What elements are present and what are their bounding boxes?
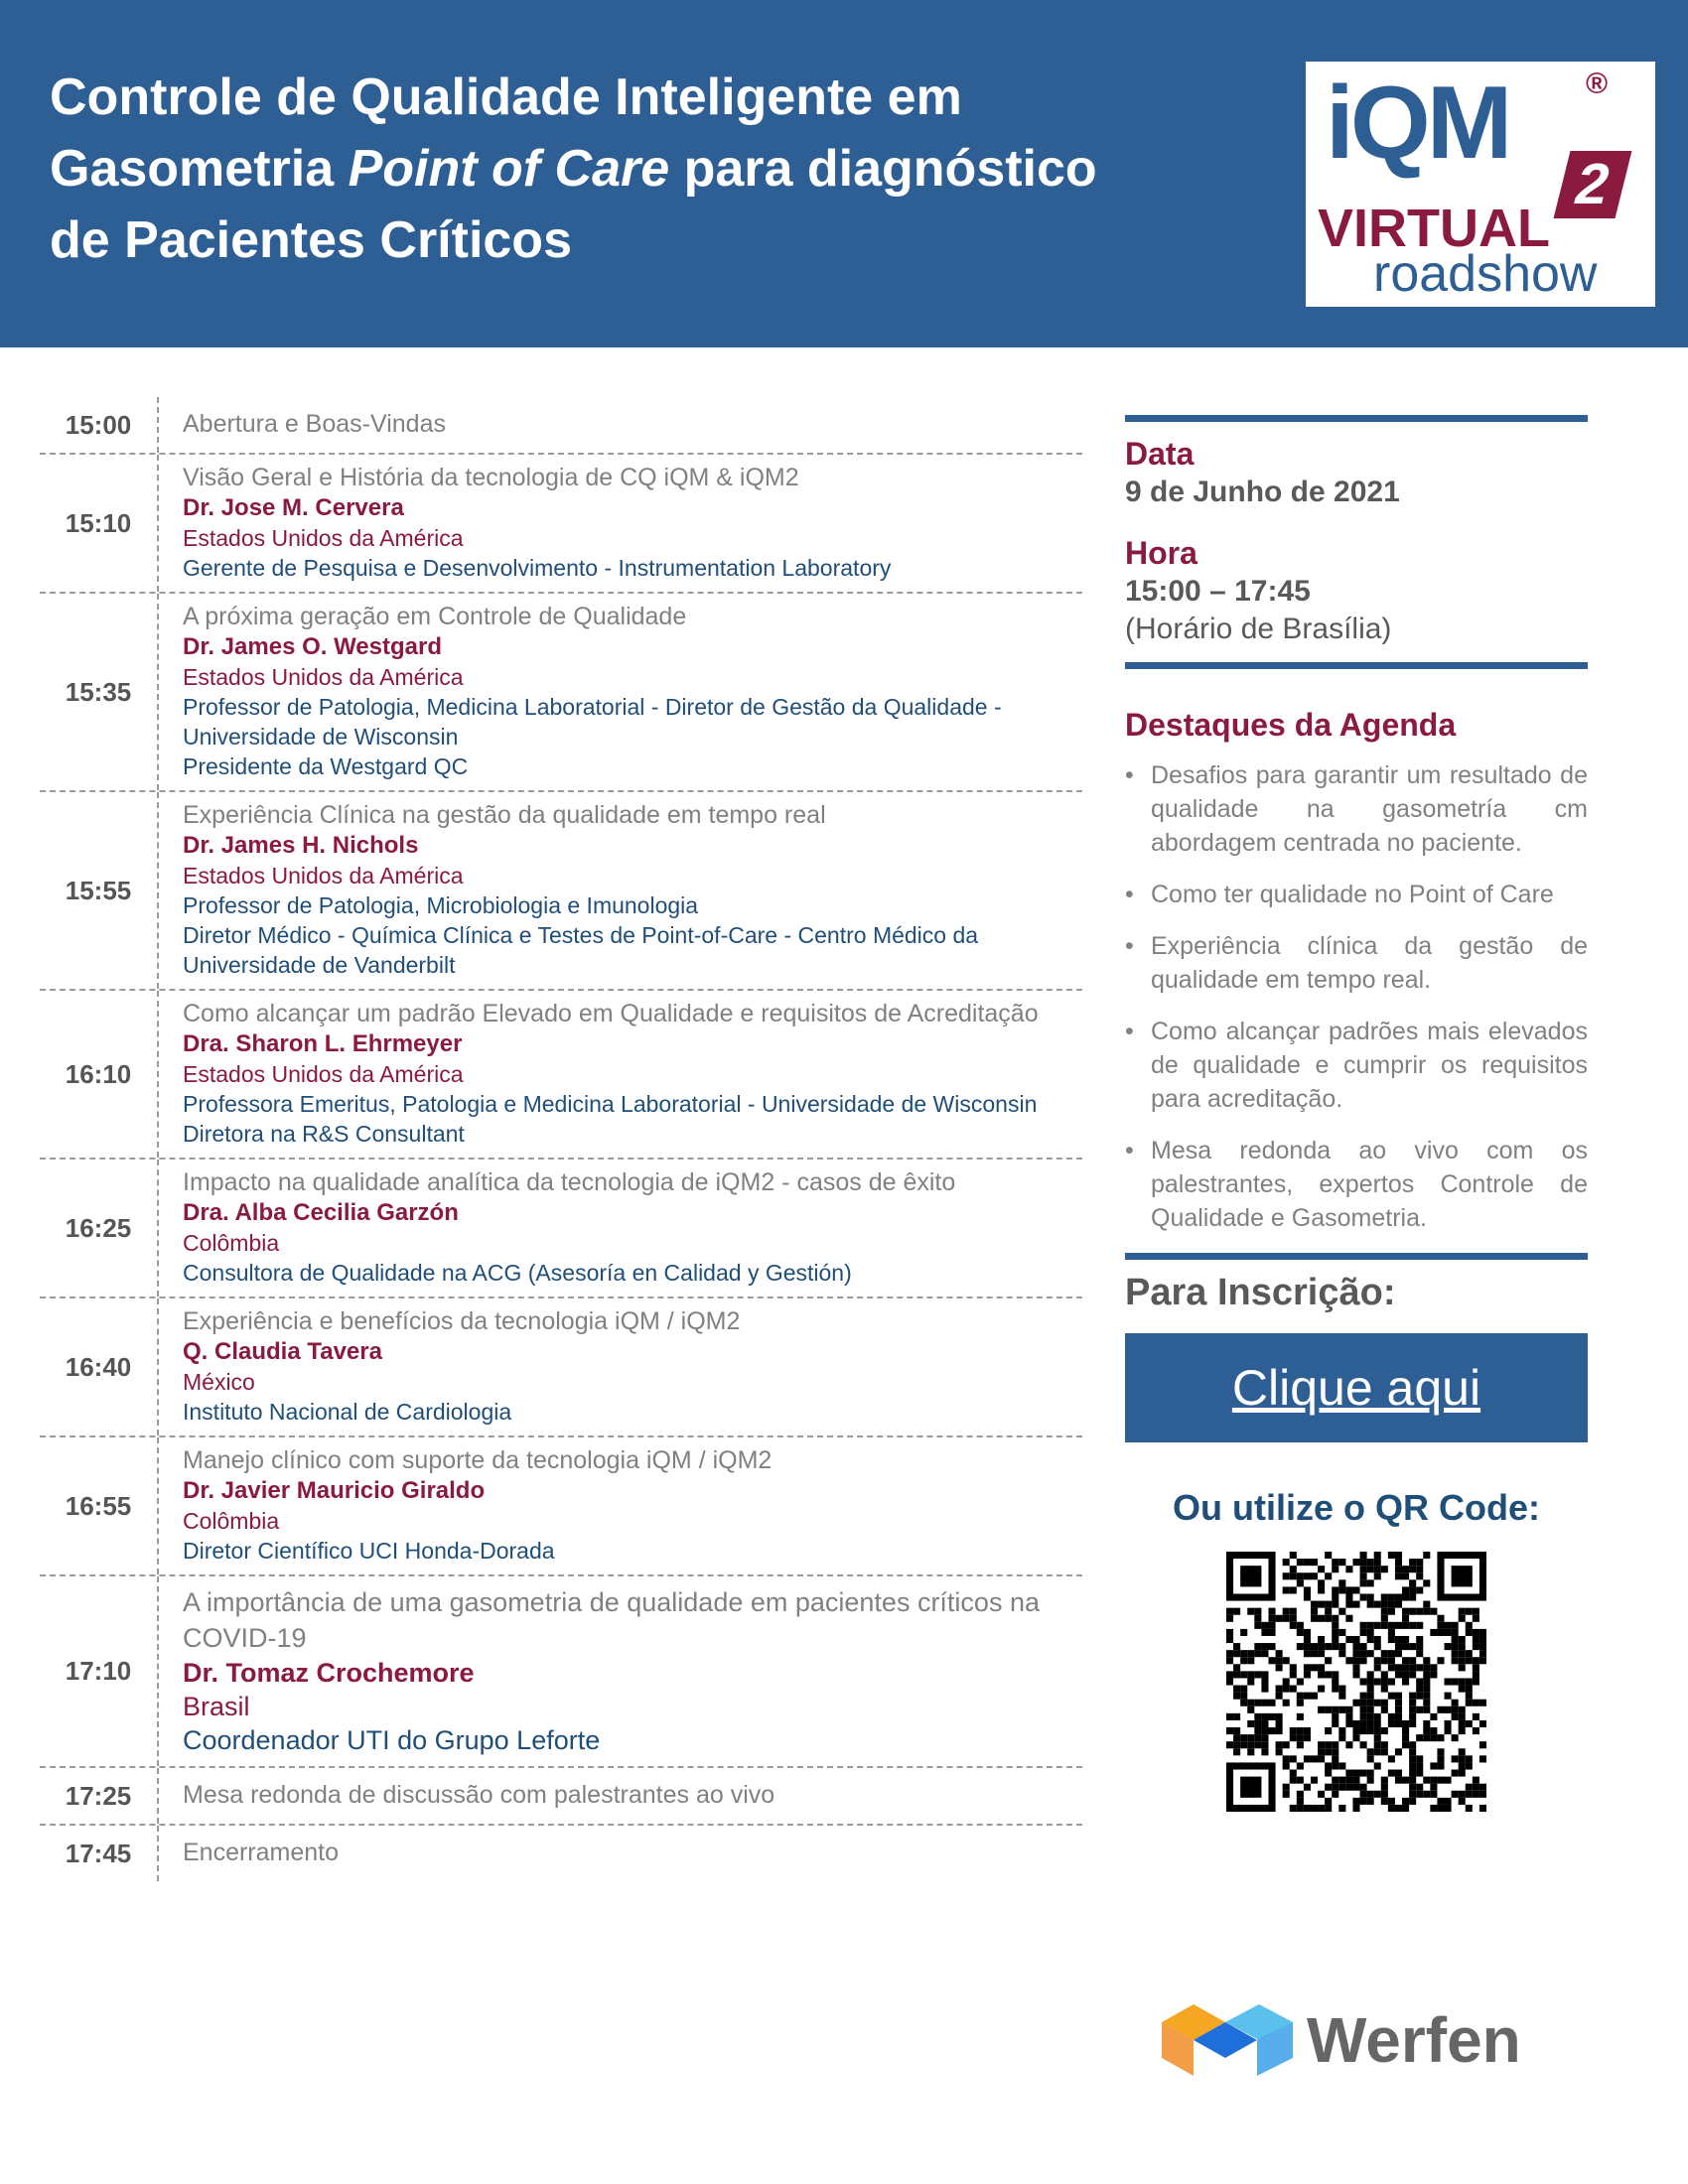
session-topic: A próxima geração em Controle de Qualidade (183, 603, 687, 630)
divider (1125, 415, 1588, 422)
agenda-row (40, 1768, 1082, 1826)
agenda-table (40, 397, 1082, 1881)
agenda-time: 17:25 (40, 1768, 159, 1824)
divider (1125, 1253, 1588, 1260)
session-topic: Experiência e benefícios da tecnologia iQM / iQM2 (183, 1307, 741, 1335)
time-value: 15:00 – 17:45 (1125, 575, 1311, 608)
agenda-time: 16:55 (40, 1437, 159, 1574)
date-label: Data (1125, 436, 1195, 472)
divider (1125, 662, 1588, 669)
highlight-item: • Como alcançar padrões mais elevados de qualidade e cumprir os requisitos para acreditação. (1125, 1015, 1588, 1116)
session-topic: Visão Geral e História da tecnologia de CQ iQM & iQM2 (183, 464, 799, 491)
session-topic: Experiência Clínica na gestão da qualidade em tempo real (183, 801, 826, 829)
highlight-item: • Como ter qualidade no Point of Care (1125, 878, 1588, 911)
registered-mark: ® (1586, 68, 1609, 100)
agenda-row (40, 455, 1082, 594)
title-line-1: Controle de Qualidade Inteligente em (50, 68, 962, 126)
agenda-session (183, 455, 1082, 592)
agenda-row (40, 594, 1082, 792)
qr-code-image[interactable] (1226, 1552, 1486, 1812)
agenda-session (183, 1826, 1082, 1881)
agenda-session (183, 1576, 1082, 1766)
registration-title: Para Inscrição: (1125, 1272, 1396, 1313)
werfen-logo (1160, 2000, 1547, 2080)
highlight-item: • Desafios para garantir um resultado de qualidade na gasometría cm abordagem centrada no paciente. (1125, 758, 1588, 860)
session-topic: Encerramento (183, 1839, 340, 1866)
speaker-name: Q. Claudia Tavera (183, 1338, 382, 1365)
highlights-list (1125, 758, 1588, 1235)
speaker-country: México (183, 1369, 255, 1395)
speaker-country: Colômbia (183, 1230, 280, 1256)
register-link-button[interactable]: Clique aqui (1125, 1333, 1588, 1442)
session-topic: Manejo clínico com suporte da tecnologia iQM / iQM2 (183, 1446, 773, 1474)
agenda-time: 15:55 (40, 792, 159, 989)
highlights-title: Destaques da Agenda (1125, 707, 1457, 743)
qr-code-title: Ou utilize o QR Code: (1173, 1487, 1540, 1528)
speaker-country: Colômbia (183, 1508, 280, 1534)
title-line-2-end: para diagnóstico (669, 140, 1097, 198)
session-topic: Como alcançar um padrão Elevado em Qualidade e requisitos de Acreditação (183, 1000, 1039, 1027)
agenda-row (40, 991, 1082, 1160)
qr-code-icon (1226, 1552, 1486, 1812)
speaker-role: Professor de Patologia, Medicina Laboratorial - Diretor de Gestão da Qualidade - Universidade de Wisconsin (183, 694, 1002, 750)
time-label: Hora (1125, 535, 1197, 571)
agenda-session (183, 1298, 1082, 1435)
speaker-role: Gerente de Pesquisa e Desenvolvimento - Instrumentation Laboratory (183, 555, 892, 581)
agenda-row (40, 1826, 1082, 1881)
agenda-row (40, 1576, 1082, 1768)
logo-roadshow-text: roadshow (1373, 245, 1598, 303)
speaker-country: Estados Unidos da América (183, 525, 464, 551)
date-time-block (1125, 422, 1588, 662)
event-info-sidebar (1125, 415, 1588, 1812)
agenda-time: 16:40 (40, 1298, 159, 1435)
agenda-time: 16:10 (40, 991, 159, 1158)
speaker-role: Instituto Nacional de Cardiologia (183, 1399, 512, 1425)
logo-iqm-text: iQM (1326, 66, 1509, 181)
agenda-session (183, 594, 1082, 790)
speaker-name: Dr. James O. Westgard (183, 633, 442, 660)
speaker-name: Dr. Javier Mauricio Giraldo (183, 1477, 486, 1504)
agenda-time: 15:10 (40, 455, 159, 592)
title-line-3: de Pacientes Críticos (50, 211, 572, 269)
speaker-country: Brasil (183, 1692, 250, 1721)
title-italic: Point of Care (348, 140, 670, 198)
header-banner (0, 0, 1688, 347)
speaker-name: Dra. Sharon L. Ehrmeyer (183, 1030, 463, 1057)
logo-virtual-text: VIRTUAL (1318, 199, 1550, 258)
speaker-role: Professor de Patologia, Microbiologia e Imunologia (183, 892, 699, 918)
agenda-session (183, 1160, 1082, 1297)
agenda-row (40, 1160, 1082, 1298)
iqm2-logo (1306, 62, 1655, 307)
speaker-name: Dr. James H. Nichols (183, 832, 419, 859)
agenda-session (183, 1768, 1082, 1824)
agenda-session (183, 792, 1082, 989)
speaker-name: Dra. Alba Cecilia Garzón (183, 1199, 459, 1226)
agenda-time: 15:00 (40, 397, 159, 453)
werfen-logo-icon (1160, 2000, 1295, 2080)
speaker-name: Dr. Tomaz Crochemore (183, 1658, 475, 1688)
agenda-time: 16:25 (40, 1160, 159, 1297)
session-topic: Abertura e Boas-Vindas (183, 410, 446, 438)
page-title (50, 62, 1221, 276)
speaker-country: Estados Unidos da América (183, 863, 464, 888)
agenda-time: 17:10 (40, 1576, 159, 1766)
agenda-row (40, 1437, 1082, 1576)
agenda-row (40, 397, 1082, 455)
agenda-row (40, 792, 1082, 991)
agenda-session (183, 397, 1082, 453)
speaker-role: Presidente da Westgard QC (183, 753, 469, 779)
agenda-row (40, 1298, 1082, 1437)
date-value: 9 de Junho de 2021 (1125, 476, 1400, 508)
highlight-item: • Mesa redonda ao vivo com os palestrantes, expertos Controle de Qualidade e Gasometria. (1125, 1134, 1588, 1235)
session-topic: A importância de uma gasometria de qualidade em pacientes críticos na COVID-19 (183, 1587, 1040, 1653)
session-topic: Mesa redonda de discussão com palestrantes ao vivo (183, 1781, 775, 1809)
speaker-role: Diretor Médico - Química Clínica e Testes de Point-of-Care - Centro Médico da Universidade de Vanderbilt (183, 922, 979, 978)
speaker-name: Dr. Jose M. Cervera (183, 494, 404, 521)
speaker-country: Estados Unidos da América (183, 664, 464, 690)
agenda-session (183, 991, 1082, 1158)
speaker-role: Diretora na R&S Consultant (183, 1121, 465, 1147)
speaker-role: Professora Emeritus, Patologia e Medicina Laboratorial - Universidade de Wisconsin (183, 1091, 1038, 1117)
session-topic: Impacto na qualidade analítica da tecnologia de iQM2 - casos de êxito (183, 1168, 956, 1196)
agenda-session (183, 1437, 1082, 1574)
agenda-time: 17:45 (40, 1826, 159, 1881)
agenda-time: 15:35 (40, 594, 159, 790)
speaker-role: Consultora de Qualidade na ACG (Asesoría en Calidad y Gestión) (183, 1260, 852, 1286)
time-zone: (Horário de Brasília) (1125, 613, 1392, 645)
werfen-wordmark: Werfen (1307, 2004, 1521, 2076)
speaker-country: Estados Unidos da América (183, 1061, 464, 1087)
title-line-2-start: Gasometria (50, 140, 349, 198)
speaker-role: Diretor Científico UCI Honda-Dorada (183, 1538, 555, 1564)
highlight-item: • Experiência clínica da gestão de qualidade em tempo real. (1125, 929, 1588, 997)
speaker-role: Coordenador UTI do Grupo Leforte (183, 1725, 601, 1755)
logo-number: 2 (1554, 151, 1632, 218)
